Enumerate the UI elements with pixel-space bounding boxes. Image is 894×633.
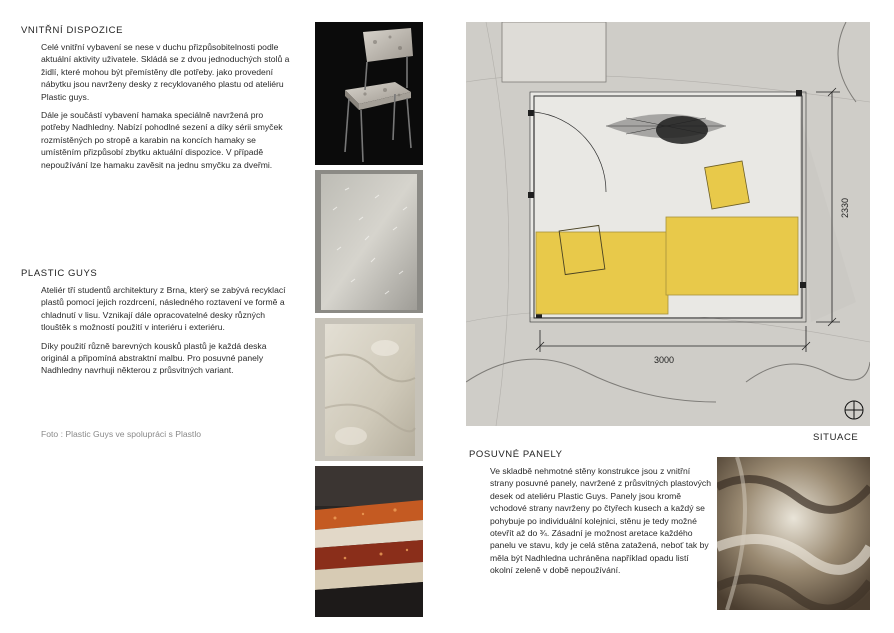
north-arrow-icon xyxy=(843,399,865,421)
section-text-vnitrni xyxy=(41,41,291,177)
paragraph: Celé vnitřní vybavení se nese v duchu přizpůsobitelnosti podle aktuální aktivity uživatele. Skládá se z dvou jednoduchých stolů a židlí, které mohou být přemístěny dle potřeby. jako provedení nábytku jsou navrženy desky z recyklovaného plastu od ateliéru Plastic guys. xyxy=(41,42,290,102)
paragraph: Dále je součástí vybavení hamaka speciálně navržená pro potřeby Nadhledny. Nabízí pohodlné sezení a díky sérii smyček rozmístěných po stropě a karabin na koncích hamaky se umístěním přizpůsobí zbytku aktuální dispozice. V případě nepoužívání lze hamaku zavěsit na jednu smyčku za dveřmi. xyxy=(41,110,283,170)
section-title-posuvne: POSUVNÉ PANELY xyxy=(469,449,563,460)
marbled-material-closeup-photo xyxy=(717,457,870,610)
paragraph: Ateliér tří studentů architektury z Brna, který se zabývá recyklací plastů pomocí jejich rozdrcení, následného roztavení ve formě a chladnutí v lisu. Vznikají dále opracovatelné desky různých tlouštěk s možností použití v interiéru i exteriéru. xyxy=(41,285,286,333)
photo-caption: Foto : Plastic Guys ve spolupráci s Plastlo xyxy=(41,429,202,439)
chair-photo xyxy=(315,22,423,165)
plastic-boards-stack-photo xyxy=(315,466,423,617)
section-title-vnitrni: VNITŘNÍ DISPOZICE xyxy=(21,25,124,36)
plan-dimension-height: 2330 xyxy=(840,197,850,219)
section-title-plastic: PLASTIC GUYS xyxy=(21,268,98,279)
marbled-panel-photo xyxy=(315,318,423,461)
paragraph: Ve skladbě nehmotné stěny konstrukce jsou z vnitřní strany posuvné panely, navržené z průsvitných plastových desek od ateliéru Plastic Guys. Panely jsou kromě vchodové strany navrženy po čtyřech kusech a každý se pohybuje po individuální kolejnici, stěnu je tedy možné otevřít až do ¾. Zásadní je možnost aretace každého panelu ve stavu, kdy je celá stěna zatažená, neboť tak by měla být Nadhledna uchráněna například opadu listí okolní zeleně v době nepoužívání. xyxy=(490,466,712,576)
paragraph: Díky použití různě barevných kousků plastů je každá deska originál a připomíná abstraktní malbu. Pro posuvné panely Nadhledny navrhuji některou z průsvitných variant. xyxy=(41,340,267,376)
plan-dimension-width: 3000 xyxy=(653,355,675,365)
situation-label: SITUACE xyxy=(813,432,859,443)
section-text-posuvne xyxy=(490,465,714,583)
site-plan-drawing xyxy=(466,22,870,426)
translucent-panel-photo xyxy=(315,170,423,313)
section-text-plastic xyxy=(41,284,291,383)
